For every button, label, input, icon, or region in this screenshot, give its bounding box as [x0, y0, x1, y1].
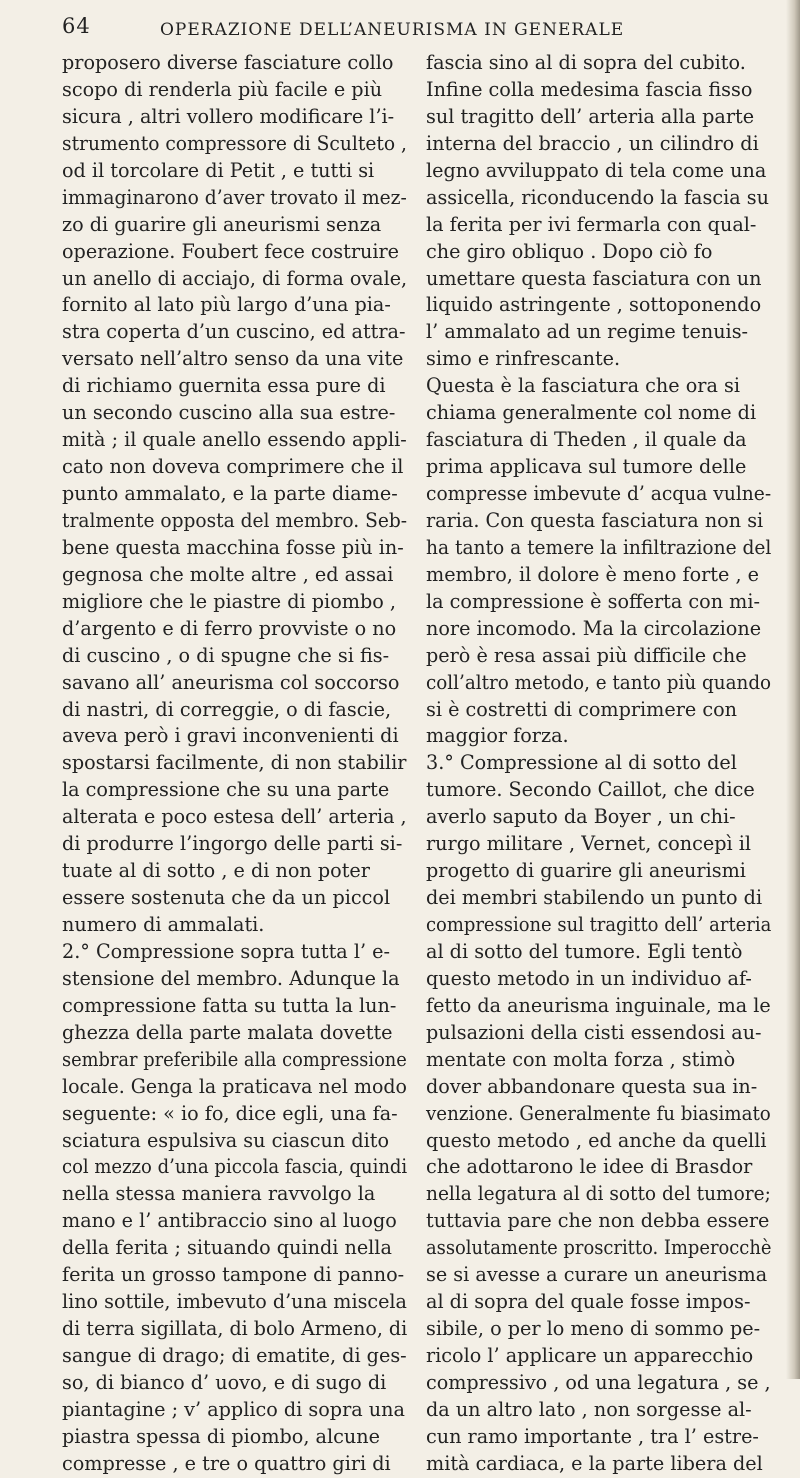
text-line: fascia sino al di sopra del cubito. [426, 51, 746, 74]
text-line: operazione. Foubert fece costruire [62, 239, 400, 263]
text-line: sciatura espulsiva su ciascun dito [62, 1128, 390, 1152]
text-line: maggior forza. [426, 724, 569, 748]
text-line: compresse , e tre o quattro giri di [62, 1451, 391, 1475]
text-line: tuttavia pare che non debba essere [426, 1209, 770, 1233]
text-line: di nastri, di correggie, o di fascie, [62, 697, 392, 721]
text-line: averlo saputo da Boyer , un chi- [426, 805, 736, 829]
text-line: 2.° Compressione sopra tutta l’ e- [62, 939, 391, 963]
text-line: che giro obliquo . Dopo ciò fo [426, 239, 713, 263]
text-line: sibile, o per lo meno di sommo pe- [426, 1317, 761, 1341]
text-line: progetto di guarire gli aneurismi [426, 859, 746, 883]
text-line: sicura , altri vollero modificare l’i- [62, 104, 395, 128]
text-line: pulsazioni della cisti essendosi au- [426, 1020, 762, 1044]
text-line: scopo di renderla più facile e più [62, 77, 383, 101]
text-line: strumento compressore di Sculteto , [62, 131, 407, 155]
text-line: coll’altro metodo, e tanto più quando [426, 670, 772, 694]
text-line: di terra sigillata, di bolo Armeno, di [62, 1317, 408, 1341]
text-line: rurgo militare , Vernet, concepì il [426, 832, 752, 856]
text-line: Infine colla medesima fascia fisso [426, 77, 753, 101]
text-line: essere sostenuta che da un piccol [62, 886, 391, 910]
text-line: mità cardiaca, e la parte libera del [426, 1451, 763, 1475]
running-title: OPERAZIONE DELL’ANEURISMA IN GENERALE [160, 20, 625, 40]
text-line: tumore. Secondo Caillot, che dice [426, 778, 755, 802]
page-number: 64 [62, 14, 91, 38]
text-line: ha tanto a temere la infiltrazione del [426, 535, 772, 559]
text-line: dover abbandonare questa sua in- [426, 1074, 758, 1098]
text-line: cato non doveva comprimere che il [62, 455, 404, 479]
text-line: di cuscino , o di spugne che si fis- [62, 643, 390, 667]
text-line: assolutamente proscritto. Imperocchè [426, 1236, 772, 1260]
text-line: di produrre l’ingorgo delle parti si- [62, 832, 403, 856]
text-line: questo metodo , ed anche da quelli [426, 1128, 767, 1152]
text-line: locale. Genga la praticava nel modo [62, 1074, 407, 1098]
text-line: mentate con molta forza , stimò [426, 1047, 736, 1071]
text-line: tralmente opposta del membro. Seb- [62, 508, 408, 532]
text-line: Questa è la fasciatura che ora si [426, 374, 740, 398]
page-edge-shadow [786, 0, 800, 1379]
page-header [62, 14, 782, 48]
text-line: fasciatura di Theden , il quale da [426, 428, 747, 452]
text-line: venzione. Generalmente fu biasimato [426, 1101, 771, 1125]
text-line: stra coperta d’un cuscino, ed attra- [62, 320, 406, 344]
text-line: da un altro lato , non sorgesse al- [426, 1397, 752, 1421]
text-line: compressivo , od una legatura , se , [426, 1370, 771, 1394]
text-line: però è resa assai più difficile che [426, 643, 747, 667]
text-line: zo di guarire gli aneurismi senza [62, 212, 382, 236]
text-line: della ferita ; situando quindi nella [62, 1236, 392, 1260]
text-line: savano all’ aneurisma col soccorso [62, 670, 400, 694]
text-line: seguente: « io fo, dice egli, una fa- [62, 1101, 398, 1125]
right-text-column [426, 50, 771, 1478]
text-line: interna del braccio , un cilindro di [426, 131, 759, 155]
text-line: dei membri stabilendo un punto di [426, 886, 763, 910]
text-line: al di sopra del quale fosse impos- [426, 1290, 751, 1314]
text-line: nella stessa maniera ravvolgo la [62, 1182, 376, 1206]
text-line: legno avviluppato di tela come una [426, 158, 767, 182]
text-line: tuate al di sotto , e di non poter [62, 859, 370, 883]
text-line: compresse imbevute d’ acqua vulne- [426, 482, 772, 505]
text-line: ricolo l’ applicare un apparecchio [426, 1344, 754, 1367]
text-line: col mezzo d’una piccola fascia, quindi [62, 1155, 408, 1179]
text-line: gegnosa che molte altre , ed assai [62, 562, 394, 586]
text-line: ghezza della parte malata dovette [62, 1020, 393, 1044]
text-line: mità ; il quale anello essendo appli- [62, 428, 407, 452]
text-line: sul tragitto dell’ arteria alla parte [426, 104, 755, 128]
text-line: od il torcolare di Petit , e tutti si [62, 158, 375, 182]
text-line: punto ammalato, e la parte diame- [62, 482, 398, 505]
text-line: l’ ammalato ad un regime tenuis- [426, 320, 749, 344]
text-line: cun ramo importante , tra l’ estre- [426, 1424, 759, 1448]
text-line: di richiamo guernita essa pure di [62, 374, 386, 398]
left-text-column [62, 50, 407, 1478]
text-line: alterata e poco estesa dell’ arteria , [62, 805, 407, 829]
text-line: chiama generalmente col nome di [426, 401, 757, 425]
text-line: numero di ammalati. [62, 913, 265, 936]
text-line: versato nell’altro senso da una vite [62, 347, 404, 371]
text-line: che adottarono le idee di Brasdor [426, 1155, 753, 1179]
text-line: sangue di drago; di ematite, di ges- [62, 1344, 407, 1367]
text-line: simo e rinfrescante. [426, 347, 621, 371]
text-line: un anello di acciajo, di forma ovale, [62, 266, 408, 290]
text-line: un secondo cuscino alla sua estre- [62, 401, 396, 425]
text-line: so, di bianco d’ uovo, e di sugo di [62, 1370, 387, 1394]
text-line: sembrar preferibile alla compressione [62, 1047, 407, 1071]
text-line: nella legatura al di sotto del tumore; [426, 1182, 771, 1206]
text-line: al di sotto del tumore. Egli tentò [426, 939, 743, 963]
text-line: bene questa macchina fosse più in- [62, 535, 404, 559]
text-line: 3.° Compressione al di sotto del [426, 751, 737, 775]
text-line: mano e l’ antibraccio sino al luogo [62, 1209, 397, 1233]
text-line: compressione sul tragitto dell’ arteria [426, 913, 772, 936]
text-line: fornito al lato più largo d’una pia- [62, 293, 391, 317]
text-line: piantagine ; v’ applico di sopra una [62, 1397, 405, 1421]
text-line: prima applicava sul tumore delle [426, 455, 747, 479]
text-line: compressione fatta su tutta la lun- [62, 993, 397, 1017]
text-line: immaginarono d’aver trovato il mez- [62, 185, 407, 209]
text-line: d’argento e di ferro provviste o no [62, 616, 397, 640]
text-line: aveva però i gravi inconvenienti di [62, 724, 399, 748]
text-line: se si avesse a curare un aneurisma [426, 1263, 768, 1287]
text-line: piastra spessa di piombo, alcune [62, 1424, 380, 1448]
text-line: la compressione è sofferta con mi- [426, 589, 761, 613]
text-line: proposero diverse fasciature collo [62, 51, 394, 74]
text-line: migliore che le piastre di piombo , [62, 589, 396, 613]
text-line: umettare questa fasciatura con un [426, 266, 762, 290]
text-line: spostarsi facilmente, di non stabilir [62, 751, 407, 775]
text-line: la compressione che su una parte [62, 778, 390, 802]
text-line: la ferita per ivi fermarla con qual- [426, 212, 757, 236]
text-line: lino sottile, imbevuto d’una miscela [62, 1290, 407, 1314]
text-line: membro, il dolore è meno forte , e [426, 562, 760, 586]
text-line: ferita un grosso tampone di panno- [62, 1263, 405, 1287]
text-line: assicella, riconducendo la fascia su [426, 185, 769, 209]
text-line: liquido astringente , sottoponendo [426, 293, 762, 317]
text-line: raria. Con questa fasciatura non si [426, 508, 764, 532]
text-line: nore incomodo. Ma la circolazione [426, 616, 762, 640]
text-line: si è costretti di comprimere con [426, 697, 738, 721]
text-line: fetto da aneurisma inguinale, ma le [426, 993, 771, 1017]
text-line: questo metodo in un individuo af- [426, 966, 752, 990]
text-line: stensione del membro. Adunque la [62, 966, 400, 990]
